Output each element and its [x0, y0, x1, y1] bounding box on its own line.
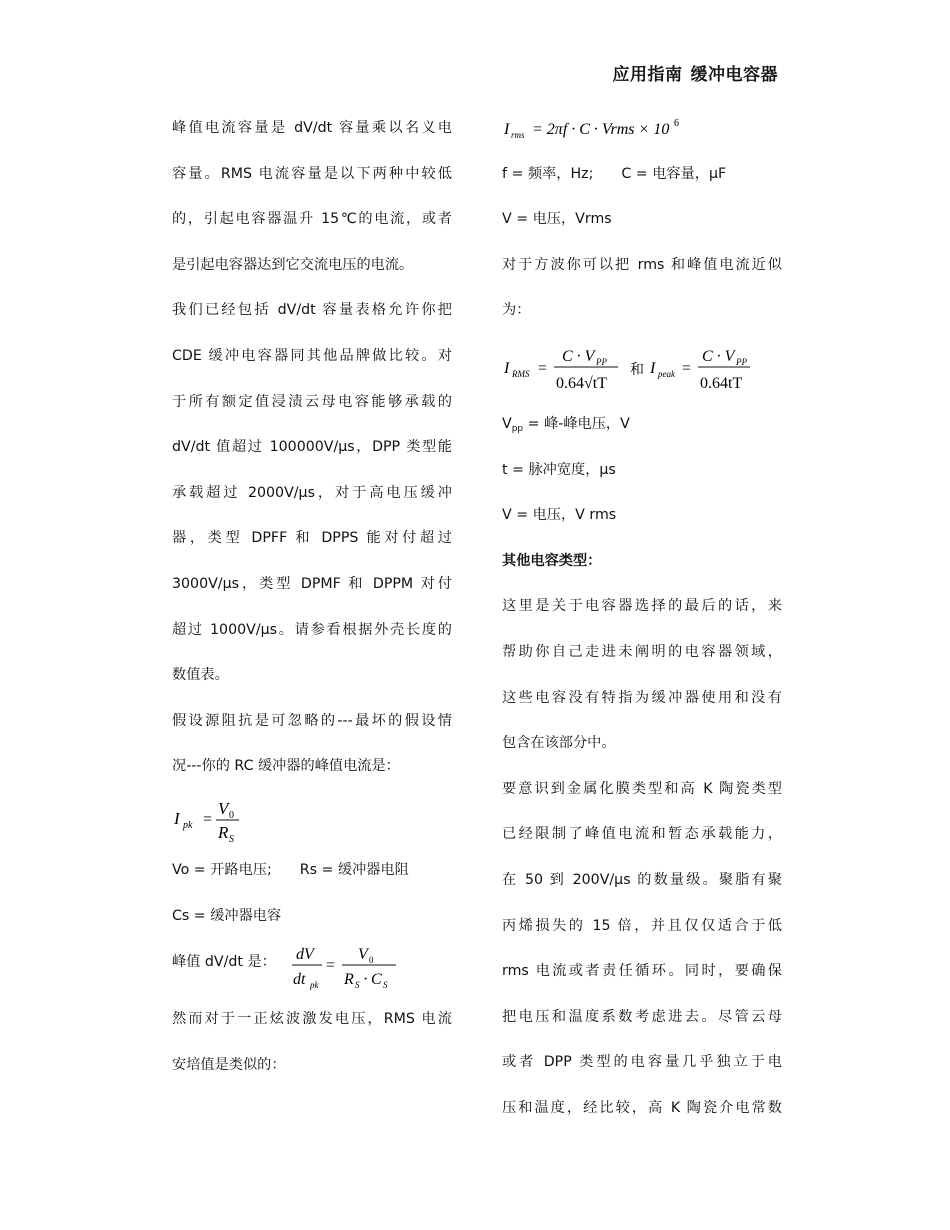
- text-line: 为：: [502, 302, 531, 319]
- svg-text:I: I: [504, 359, 510, 377]
- svg-text:=: =: [326, 957, 336, 975]
- svg-text:6: 6: [674, 118, 679, 129]
- text-line: 器，类型 DPFF 和 DPPS 能对付超过: [172, 530, 452, 547]
- svg-text:R: R: [344, 971, 354, 989]
- text-line: 超过 1000V/μs。请参看根据外壳长度的: [172, 621, 452, 638]
- dvdt-label: 峰值 dV/dt 是：: [172, 954, 276, 971]
- svg-text:C · V: C · V: [562, 347, 595, 365]
- svg-text:S: S: [383, 980, 388, 991]
- ipk-lhs-sub: pk: [183, 819, 193, 831]
- square-wave-formula: [502, 334, 782, 402]
- text-line: 包含在该部分中。: [502, 735, 616, 752]
- text-line: dV/dt 值超过 100000V/μs，DPP 类型能: [172, 439, 452, 456]
- svg-text:0.64tT: 0.64tT: [700, 374, 743, 392]
- svg-text:I: I: [650, 359, 656, 377]
- text-line: 然而对于一正炫波激发电压，RMS 电流: [172, 1011, 452, 1028]
- text-line: 数值表。: [172, 667, 229, 684]
- dvdt-formula: [290, 939, 430, 997]
- svg-text:pk: pk: [310, 980, 319, 991]
- svg-text:PP: PP: [736, 356, 747, 367]
- right-column: [502, 106, 782, 1131]
- text-line: 把电压和温度系数考虑进去。尽管云母: [502, 1008, 782, 1025]
- svg-text:=: =: [538, 359, 548, 377]
- header-title-part2: 缓冲电容器: [690, 65, 778, 85]
- text-line: 3000V/μs，类型 DPMF 和 DPPM 对付: [172, 575, 452, 592]
- svg-text:rms: rms: [511, 130, 525, 140]
- text-line: 压和温度，经比较，高 K 陶瓷介电常数: [502, 1099, 782, 1116]
- text-line: 峰值电流容量是 dV/dt 容量乘以名义电: [172, 120, 452, 136]
- ipk-num-sub: 0: [229, 809, 234, 821]
- text-line: 这些电容没有特指为缓冲器使用和没有: [502, 689, 782, 706]
- ipk-num: V: [218, 798, 229, 818]
- text-line: 承载超过 2000V/μs，对于高电压缓冲: [172, 484, 452, 501]
- text-line: 假设源阻抗是可忽略的---最坏的假设情: [172, 712, 452, 729]
- text-line: 丙烯损失的 15 倍，并且仅仅适合于低: [502, 917, 782, 934]
- svg-text:dt: dt: [293, 971, 306, 989]
- svg-text:0: 0: [369, 955, 374, 966]
- f-c-line: [502, 152, 782, 198]
- text-line: CDE 缓冲电容器同其他品牌做比较。对: [172, 347, 452, 364]
- header-title-part1: 应用指南: [612, 65, 683, 85]
- text-line: 已经限制了峰值电流和暂态承载能力，: [502, 826, 782, 843]
- text-line: 是引起电容器达到它交流电压的电流。: [172, 256, 414, 273]
- text-line: 安培值是类似的：: [172, 1056, 286, 1073]
- cs-definition: Cs = 缓冲器电容: [172, 907, 282, 924]
- text-line: rms 电流或者责任循环。同时，要确保: [502, 963, 782, 980]
- dvdt-formula-row: [172, 939, 452, 997]
- text-line: 容量。RMS 电流容量是以下两种中较低: [172, 165, 452, 182]
- text-line: 的，引起电容器温升 15℃的电流，或者: [172, 211, 452, 228]
- svg-text:0.64√tT: 0.64√tT: [556, 374, 607, 392]
- rs-definition: Rs = 缓冲器电阻: [299, 861, 409, 878]
- svg-text:I: I: [504, 121, 510, 138]
- text-line: 况---你的 RC 缓冲器的峰值电流是：: [172, 758, 400, 775]
- svg-text:RMS: RMS: [512, 368, 530, 379]
- v2-definition: V = 电压，V rms: [502, 507, 617, 524]
- ipk-den-sub: S: [229, 833, 234, 845]
- page-header: [613, 60, 779, 85]
- c-definition: C = 电容量，μF: [621, 165, 727, 182]
- svg-text:和: 和: [630, 361, 644, 378]
- svg-text:V: V: [358, 946, 368, 964]
- svg-text:S: S: [355, 980, 360, 991]
- text-line: 这里是关于电容器选择的最后的话，来: [502, 598, 782, 615]
- vo-rs-line: [172, 848, 452, 894]
- svg-text:=: =: [682, 359, 692, 377]
- irms-formula: [502, 106, 782, 152]
- text-line: 我们已经包括 dV/dt 容量表格允许你把: [172, 302, 452, 319]
- t-definition: t = 脉冲宽度，μs: [502, 461, 616, 478]
- text-line: 或者 DPP 类型的电容量几乎独立于电: [502, 1054, 782, 1071]
- svg-text:=: =: [203, 810, 213, 828]
- v-definition: V = 电压，Vrms: [502, 211, 612, 228]
- left-column: [172, 106, 452, 1088]
- text-line: 对于方波你可以把 rms 和峰值电流近似: [502, 256, 782, 273]
- ipk-lhs: I: [174, 808, 180, 828]
- text-line: 帮助你自己走进未阐明的电容器领域，: [502, 643, 782, 660]
- vpp-definition: $V_{pp}$ = 峰-峰电压，V: [502, 415, 630, 434]
- svg-text:·: ·: [363, 971, 369, 989]
- text-line: 在 50 到 200V/μs 的数量级。聚脂有聚: [502, 871, 782, 888]
- svg-text:PP: PP: [596, 356, 607, 367]
- text-line: 要意识到金属化膜类型和高 K 陶瓷类型: [502, 780, 782, 797]
- svg-text:dV: dV: [296, 946, 314, 964]
- ipk-formula: [172, 790, 452, 848]
- section-heading: 其他电容类型：: [502, 552, 602, 569]
- text-line: 于所有额定值浸渍云母电容能够承载的: [172, 393, 452, 410]
- ipk-den: R: [218, 822, 229, 842]
- svg-text:C: C: [371, 971, 382, 989]
- svg-text:= 2πf · C · Vrms × 10: = 2πf · C · Vrms × 10: [532, 121, 670, 138]
- f-definition: f = 频率，Hz;: [502, 165, 594, 182]
- svg-text:peak: peak: [658, 368, 675, 379]
- vo-definition: Vo = 开路电压;: [172, 861, 272, 878]
- svg-text:C · V: C · V: [702, 347, 735, 365]
